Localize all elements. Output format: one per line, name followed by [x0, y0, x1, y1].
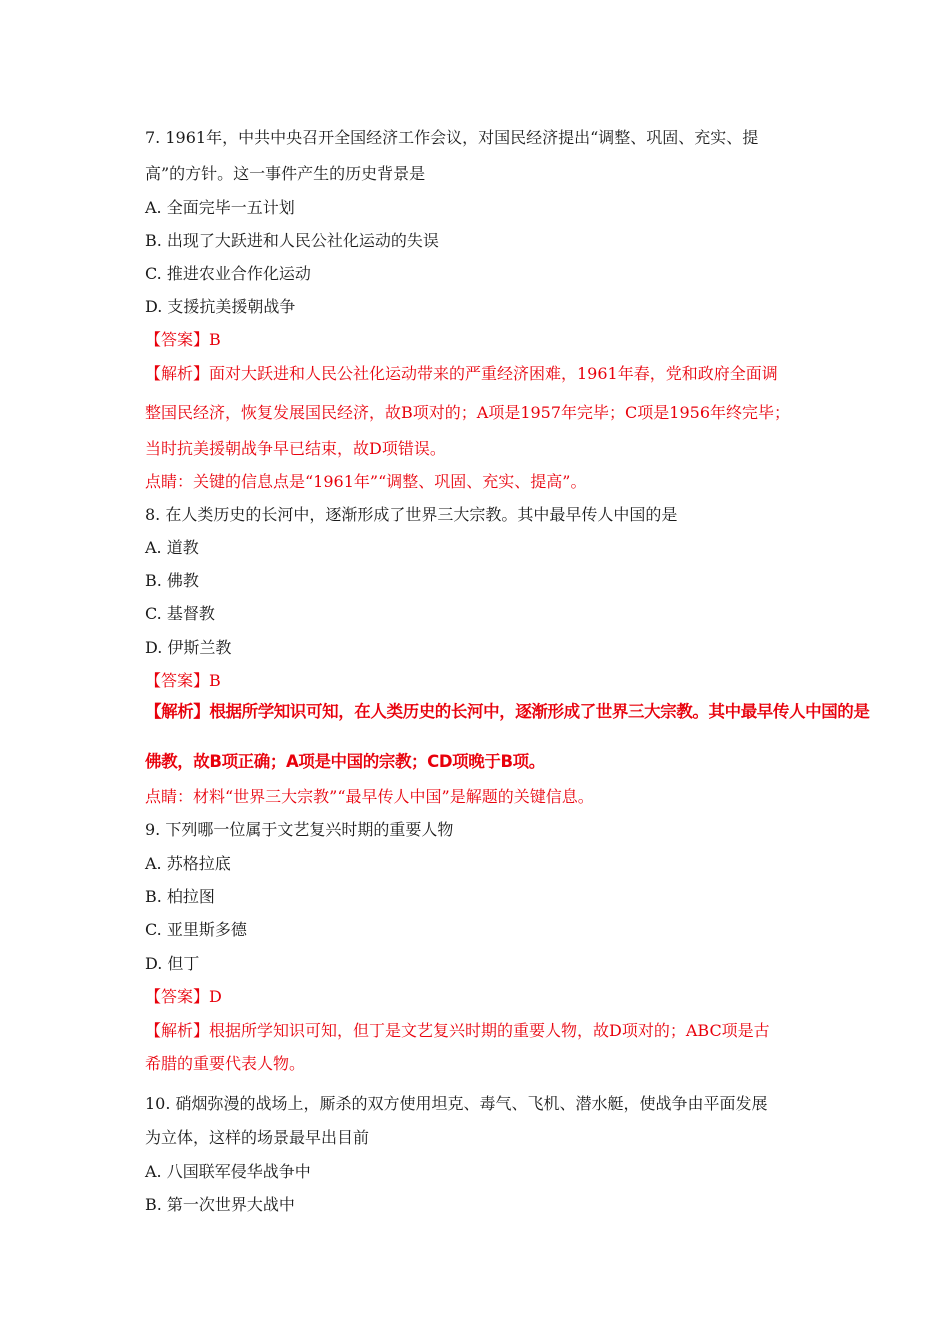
q10-stem-line2: 为立体，这样的场景最早出目前	[145, 1128, 370, 1147]
q8-option-a: A. 道教	[145, 538, 199, 557]
q10-option-a: A. 八国联军侵华战争中	[145, 1162, 311, 1181]
q9-stem-line1: 9. 下列哪一位属于文艺复兴时期的重要人物	[145, 820, 454, 839]
q7-option-c: C. 推进农业合作化运动	[145, 264, 311, 283]
q8-stem-line1: 8. 在人类历史的长河中，逐渐形成了世界三大宗教。其中最早传人中国的是	[145, 505, 678, 524]
q8-option-b: B. 佛教	[145, 571, 199, 590]
q7-analysis-line2: 整国民经济，恢复发展国民经济，故B项对的；A项是1957年完毕；C项是1956年终完毕；	[145, 403, 790, 422]
q8-analysis-line1: 【解析】根据所学知识可知，在人类历史的长河中，逐渐形成了世界三大宗教。其中最早传人中国的是	[145, 702, 870, 721]
q9-option-c: C. 亚里斯多德	[145, 920, 247, 939]
q7-option-b: B. 出现了大跃进和人民公社化运动的失误	[145, 231, 439, 250]
q8-answer: 【答案】B	[145, 671, 221, 690]
q8-analysis-line2: 佛教，故B项正确；A项是中国的宗教；CD项晚于B项。	[145, 752, 545, 771]
q8-option-d: D. 伊斯兰教	[145, 638, 232, 657]
q9-option-b: B. 柏拉图	[145, 887, 215, 906]
q10-stem-line1: 10. 硝烟弥漫的战场上，厮杀的双方使用坦克、毒气、飞机、潜水艇，使战争由平面发展	[145, 1094, 768, 1113]
q9-analysis-line1: 【解析】根据所学知识可知，但丁是文艺复兴时期的重要人物，故D项对的；ABC项是古	[145, 1021, 770, 1040]
q8-note: 点睛：材料“世界三大宗教”“最早传人中国”是解题的关键信息。	[145, 787, 594, 806]
q8-option-c: C. 基督教	[145, 604, 215, 623]
q7-note: 点睛：关键的信息点是“1961年”“调整、巩固、充实、提高”。	[145, 472, 587, 491]
q9-option-a: A. 苏格拉底	[145, 854, 231, 873]
q7-analysis-line3: 当时抗美援朝战争早已结束，故D项错误。	[145, 439, 446, 458]
q9-option-d: D. 但丁	[145, 954, 200, 973]
q7-stem-line2: 高”的方针。这一事件产生的历史背景是	[145, 164, 426, 183]
q7-option-d: D. 支援抗美援朝战争	[145, 297, 296, 316]
q10-option-b: B. 第一次世界大战中	[145, 1195, 295, 1214]
q9-analysis-line2: 希腊的重要代表人物。	[145, 1054, 306, 1073]
q9-answer: 【答案】D	[145, 987, 222, 1006]
q7-answer: 【答案】B	[145, 330, 221, 349]
q7-option-a: A. 全面完毕一五计划	[145, 198, 295, 217]
q7-stem-line1: 7. 1961年，中共中央召开全国经济工作会议，对国民经济提出“调整、巩固、充实、提	[145, 128, 759, 147]
q7-analysis-line1: 【解析】面对大跃进和人民公社化运动带来的严重经济困难，1961年春，党和政府全面调	[145, 364, 778, 383]
